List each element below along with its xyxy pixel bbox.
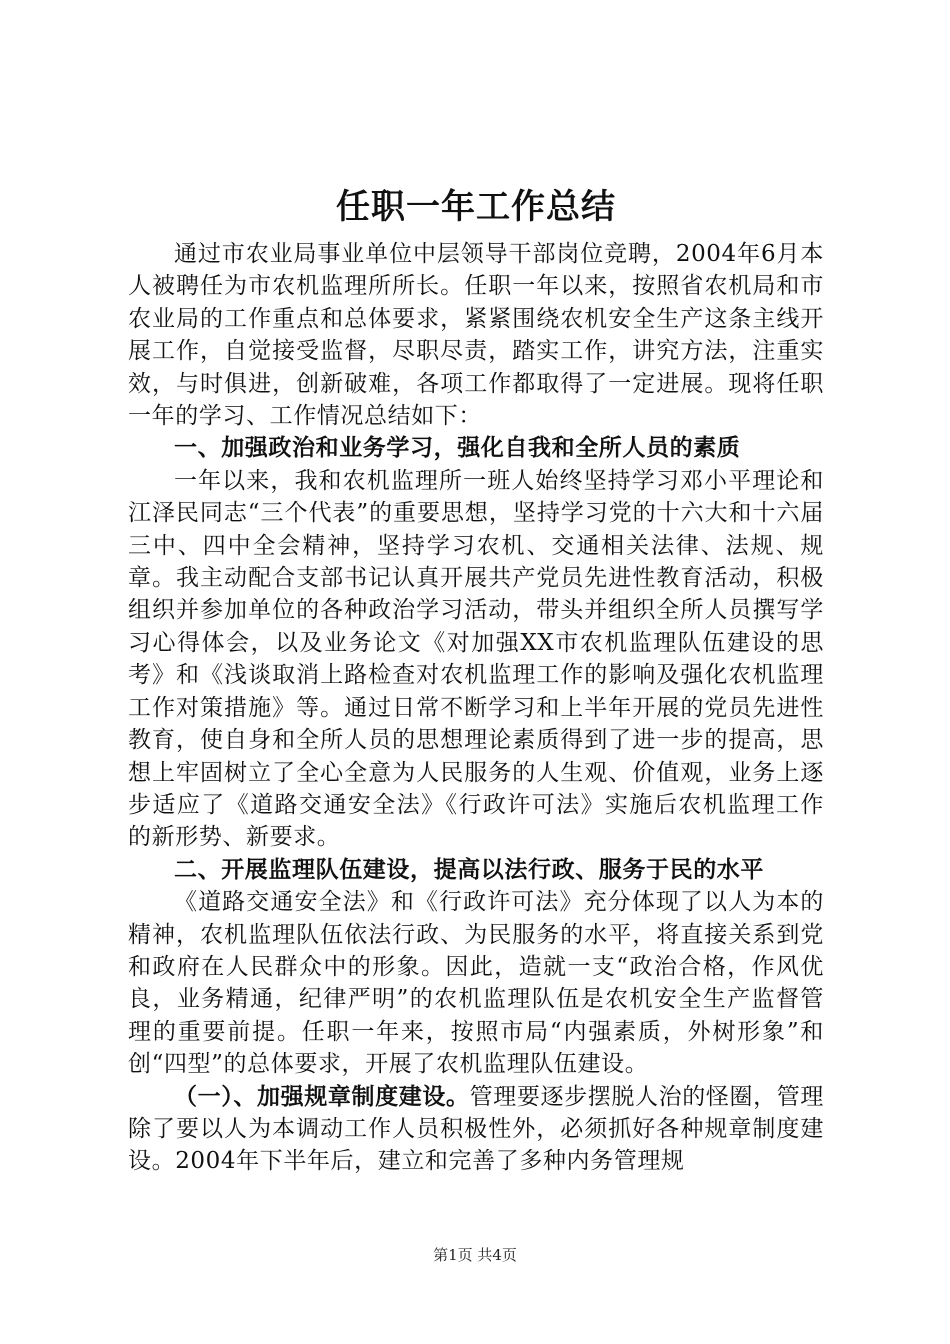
page-number-footer: 第1页 共4页 — [433, 1246, 517, 1264]
document-title: 任职一年工作总结 — [336, 187, 616, 227]
intro-paragraph: 通过市农业局事业单位中层领导干部岗位竞聘，2004年6月本人被聘任为市农机监理所所长。任职一年以来，按照省农机局和市农业局的工作重点和总体要求，紧紧围绕农机安全生产这条主线开展工作，自觉接受监督，尽职尽责，踏实工作，讲究方法，注重实效，与时俱进，创新破难，各项工作都取得了一定进展。现将任职一年的学习、工作情况总结如下： — [128, 241, 824, 430]
subsection-1-paragraph — [128, 1081, 824, 1178]
subsection-1-body: 管理要逐步摆脱人治的怪圈，管理除了要以人为本调动工作人员积极性外，必须抓好各种规章制度建设。2004年下半年后，建立和完善了多种内务管理规 — [128, 1083, 824, 1175]
document-body — [128, 178, 824, 1178]
section-2-paragraph: 《道路交通安全法》和《行政许可法》充分体现了以人为本的精神，农机监理队伍依法行政、为民服务的水平，将直接关系到党和政府在人民群众中的形象。因此，造就一支“政治合格，作风优良，业务精通，纪律严明”的农机监理队伍是农机安全生产监督管理的重要前提。任职一年来，按照市局“内强素质，外树形象”和创“四型”的总体要求，开展了农机监理队伍建设。 — [128, 889, 824, 1078]
section-2-heading: 二、开展监理队伍建设，提高以法行政、服务于民的水平 — [174, 855, 764, 883]
section-1-paragraph: 一年以来，我和农机监理所一班人始终坚持学习邓小平理论和江泽民同志“三个代表”的重要思想，坚持学习党的十六大和十六届三中、四中全会精神，坚持学习农机、交通相关法律、法规、规章。我主动配合支部书记认真开展共产党员先进性教育活动，积极组织并参加单位的各种政治学习活动，带头并组织全所人员撰写学习心得体会，以及业务论文《对加强XX市农机监理队伍建设的思考》和《浅谈取消上路检查对农机监理工作的影响及强化农机监理工作对策措施》等。通过日常不断学习和上半年开展的党员先进性教育，使自身和全所人员的思想理论素质得到了进一步的提高，思想上牢固树立了全心全意为人民服务的人生观、价值观，业务上逐步适应了《道路交通安全法》《行政许可法》实施后农机监理工作的新形势、新要求。 — [128, 467, 824, 851]
section-1-heading: 一、加强政治和业务学习，强化自我和全所人员的素质 — [174, 434, 741, 462]
subsection-1-lead: （一）、加强规章制度建设。 — [174, 1082, 470, 1110]
